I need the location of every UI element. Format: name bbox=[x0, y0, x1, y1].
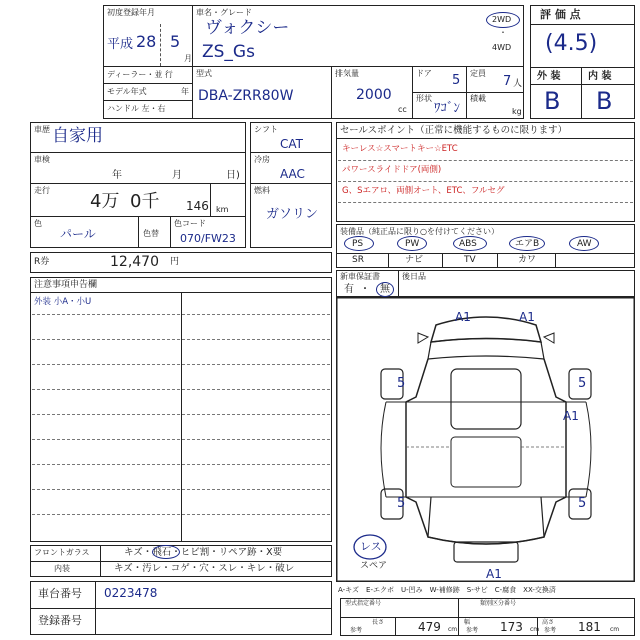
car-name-label: 車名・グレード bbox=[196, 8, 252, 17]
interior-label: 内 装 bbox=[588, 71, 612, 82]
engine-label: 排気量 bbox=[335, 69, 359, 78]
mark-right-side: A1 bbox=[563, 409, 579, 423]
engine-unit: cc bbox=[398, 105, 407, 114]
mark-tire-rl: 5 bbox=[397, 496, 406, 511]
drive-4wd: 4WD bbox=[492, 43, 512, 52]
inspection-year-unit: 年 bbox=[112, 170, 122, 181]
sales-point-2: パワースライドドア(両側) bbox=[342, 165, 442, 175]
model-year-label: モデル年式 bbox=[107, 87, 147, 96]
mileage-man: 4万 bbox=[90, 191, 120, 212]
ref-label-2: 参考 bbox=[466, 627, 479, 634]
color-value: パール bbox=[60, 227, 96, 241]
shape-label: 形状 bbox=[416, 94, 432, 103]
inspection-label: 車検 bbox=[34, 155, 50, 164]
warranty-no: 無 bbox=[380, 284, 390, 295]
mileage-extra: 146 bbox=[186, 199, 209, 213]
registration-era: 平成 bbox=[107, 37, 134, 52]
mark-rear: A1 bbox=[486, 567, 502, 581]
plate-label: 登録番号 bbox=[38, 614, 82, 627]
mileage-label: 走行 bbox=[34, 186, 50, 195]
exterior-score: B bbox=[544, 87, 561, 115]
recycle-value: 12,470 bbox=[110, 254, 159, 270]
capacity-value: 7 bbox=[503, 74, 512, 89]
model-value: DBA-ZRR80W bbox=[198, 88, 294, 104]
interior-cond-label: 内装 bbox=[54, 564, 70, 573]
spare-key-label: 後日品 bbox=[402, 272, 426, 281]
warranty-sep: ・ bbox=[360, 284, 370, 295]
length-unit: cm bbox=[448, 626, 458, 633]
warranty-label: 新車保証書 bbox=[340, 272, 380, 281]
recycle-unit: 円 bbox=[170, 257, 180, 267]
car-grade-value: ZS_Gs bbox=[202, 42, 255, 62]
equip-abs: ABS bbox=[459, 239, 477, 249]
registration-year: 28 bbox=[136, 32, 157, 51]
load-unit: kg bbox=[512, 107, 522, 116]
dealer-label: ディーラー・並 行 bbox=[107, 70, 173, 79]
length-label: 長さ bbox=[372, 619, 385, 626]
chassis-value: 0223478 bbox=[104, 586, 158, 600]
color-code-label: 色コード bbox=[174, 219, 206, 228]
equipment-title: 装備品（純正品に限り○を付けてください） bbox=[340, 227, 499, 236]
damage-legend: A-キズ E-エクボ U-凹み W-補修跡 S-サビ C-腐食 XX-交換済 bbox=[338, 586, 556, 594]
equip-pw: PW bbox=[405, 239, 420, 249]
abs-circle bbox=[453, 236, 487, 251]
chip-circle bbox=[152, 545, 180, 559]
handle-label: ハンドル 左・右 bbox=[107, 104, 166, 113]
windshield-options: キズ・飛石・ヒビ割・リペア跡・X要 bbox=[124, 547, 283, 558]
mark-tire-fr: 5 bbox=[578, 376, 587, 391]
ac-value: AAC bbox=[280, 167, 305, 181]
doors-label: ドア bbox=[416, 69, 432, 78]
shape-value: ﾜｺﾞﾝ bbox=[434, 101, 460, 116]
height-value: 181 bbox=[578, 620, 601, 634]
mark-tire-fl: 5 bbox=[397, 376, 406, 391]
sales-points-title: セールスポイント（正常に機能するものに限ります） bbox=[340, 125, 568, 136]
mileage-unit: km bbox=[216, 205, 229, 214]
inspection-day-unit: 日) bbox=[226, 170, 240, 181]
doors-value: 5 bbox=[452, 73, 461, 88]
notes-title: 注意事項申告欄 bbox=[34, 280, 98, 290]
width-unit: cm bbox=[530, 626, 540, 633]
equip-tv: TV bbox=[464, 255, 476, 265]
engine-value: 2000 bbox=[356, 87, 392, 103]
mileage-sen: 0千 bbox=[130, 191, 160, 212]
equip-airbag: エアB bbox=[515, 239, 540, 249]
width-value: 173 bbox=[500, 620, 523, 634]
spare-label: スペア bbox=[360, 561, 388, 571]
model-label: 型式 bbox=[196, 69, 212, 78]
car-name-value: ヴォクシー bbox=[205, 18, 290, 38]
warranty-no-circle bbox=[376, 282, 394, 297]
exterior-label: 外 装 bbox=[537, 71, 561, 82]
chassis-label: 車台番号 bbox=[38, 587, 82, 600]
drive-dot: ・ bbox=[499, 28, 507, 37]
recycle-label: R券 bbox=[34, 257, 50, 267]
interior-score: B bbox=[596, 87, 613, 115]
ac-label: 冷房 bbox=[254, 155, 270, 164]
registration-label: 初度登録年月 bbox=[107, 8, 155, 17]
windshield-label: フロントガラス bbox=[34, 548, 90, 557]
equip-sr: SR bbox=[352, 255, 364, 265]
equip-navi: ナビ bbox=[405, 255, 424, 265]
sales-point-3: G、Sエアロ、両側オート、ETC、フルセグ bbox=[342, 186, 505, 196]
usage-value: 自家用 bbox=[52, 126, 103, 146]
color-change-label: 色替 bbox=[143, 229, 159, 238]
height-unit: cm bbox=[610, 626, 620, 633]
registration-month: 5 bbox=[170, 32, 181, 51]
registration-month-unit: 月 bbox=[184, 54, 192, 63]
model-year-unit: 年 bbox=[181, 87, 189, 96]
score-value: (4.5) bbox=[545, 31, 598, 56]
usage-label: 車歴 bbox=[34, 125, 50, 134]
width-label: 幅 bbox=[464, 619, 471, 626]
height-label: 高さ bbox=[542, 619, 555, 626]
length-value: 479 bbox=[418, 620, 441, 634]
mark-front-left: A1 bbox=[455, 310, 471, 324]
drive-2wd: 2WD bbox=[492, 15, 512, 24]
aw-circle bbox=[569, 236, 599, 251]
score-label: 評 価 点 bbox=[540, 8, 581, 21]
recycle-box bbox=[30, 252, 332, 273]
ref-label-1: 参考 bbox=[350, 627, 363, 634]
spare-mark: レス bbox=[360, 540, 382, 553]
mark-tire-rr: 5 bbox=[578, 496, 587, 511]
model-number-label: 型式指定番号 bbox=[345, 600, 382, 607]
equip-aw: AW bbox=[577, 239, 592, 249]
inspection-month-unit: 月 bbox=[172, 170, 182, 181]
capacity-label: 定員 bbox=[470, 69, 486, 78]
interior-cond-options: キズ・汚レ・コゲ・穴・スレ・キレ・破レ bbox=[114, 563, 295, 574]
ps-circle bbox=[344, 236, 374, 251]
warranty-yes: 有 bbox=[344, 284, 354, 295]
notes-line-1: 外装 小A・小U bbox=[34, 297, 92, 307]
ref-label-3: 参考 bbox=[544, 627, 557, 634]
fuel-value: ガソリン bbox=[266, 207, 319, 222]
color-label: 色 bbox=[34, 219, 42, 228]
equip-ps: PS bbox=[352, 239, 364, 249]
color-code-value: 070/FW23 bbox=[180, 232, 236, 245]
airbag-circle bbox=[509, 236, 545, 251]
shift-value: CAT bbox=[280, 137, 303, 151]
sales-point-1: キーレス☆スマートキー☆ETC bbox=[342, 144, 458, 154]
pw-circle bbox=[397, 236, 427, 251]
equip-leather: カワ bbox=[518, 255, 537, 265]
shift-label: シフト bbox=[254, 125, 278, 134]
capacity-unit: 人 bbox=[513, 79, 523, 89]
class-number-label: 類別区分番号 bbox=[480, 600, 517, 607]
fuel-label: 燃料 bbox=[254, 186, 270, 195]
mark-front-right: A1 bbox=[519, 310, 535, 324]
load-label: 積載 bbox=[470, 94, 486, 103]
